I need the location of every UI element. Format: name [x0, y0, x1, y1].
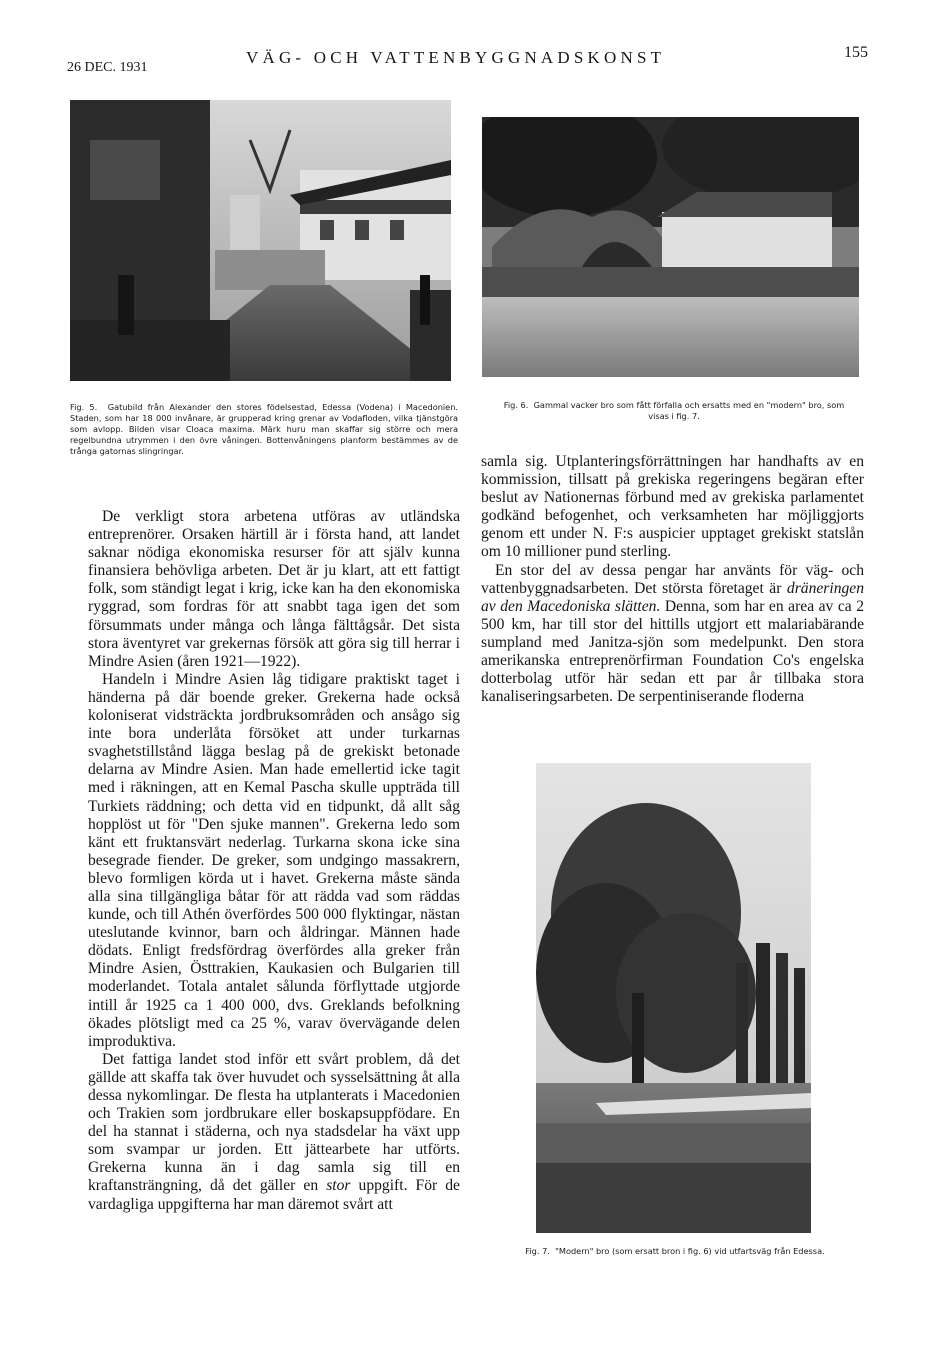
fig6-label: Fig. 6.: [503, 400, 529, 410]
fig7-bridge-image: [536, 763, 811, 1233]
fig5-label: Fig. 5.: [70, 402, 98, 412]
fig5-street-image: [70, 100, 451, 381]
right-paragraph-2: [481, 562, 864, 707]
right-text-column: [481, 453, 864, 706]
page-header: [60, 44, 874, 80]
left-paragraph-2: Handeln i Mindre Asien låg tidigare praktiskt taget i händerna på där boende greker. Grekerna hade också koloniserat vidsträckta jordbruksområden och ansågo sig inte bora underlåta försöket att under turkarnas svaghetstillstånd lägga beslag på de grekiskt betonade delarna av Mindre Asien. Man hade emellertid icke tagit med i räkningen, att en Kemal Pascha skulle uppträda till Turkiets räddning; och detta vid en tidpunkt, då allt såg hopplöst ut för "Den sjuke mannen". Grekerna ledo som känt ett fruktansvärt nederlag. Turkarna skona icke sina besegrade fiender. De greker, som undgingo massakrern, blevo formligen körda ut i havet. Grekerna måste sända alla sina tillgängliga båtar för att rädda vad som räddas kunde, och till Athén överfördes 500 000 flyktingar, nästan uteslutande kvinnor, barn och åldringar. Männen hade dödats. Enligt fredsfördrag överfördes alla greker från Mindre Asien, Östtrakien, Kaukasien och Bulgarien till moderlandet. Totala antalet sålunda förflyttade utgjorde intill år 1925 ca 1 400 000, dvs. Greklands befolkning ökades plötsligt med ca 25 %, varav övervägande delen improduktiva.: [88, 670, 460, 1050]
right-paragraph-2-end: Denna, som har en area av ca 2 500 km, har till stor del hittills utgjort ett malariabärande sumpland med Janitza-sjön som medelpunkt. Den stora amerikanska entreprenörfirman Foundation Co's engelska dotterbolag utför här sedan ett par år tillbaka stora kanaliseringsarbeten. De serpentiniserande floderna: [481, 597, 865, 706]
left-paragraph-1: De verkligt stora arbetena utföras av utländska entreprenörer. Orsaken härtill är i första hand, att landet saknar nödiga ekonomiska resurser för att själv kunna finansiera behövliga arbeten. Det är ju klart, att ett fattigt folk, som ständigt legat i krig, icke kan ha den ekonomiska ryggrad, som fordras för att snabbt taga igen det som försummats under många och långa fälttågsår. Det sista stora äventyret var grekernas försök att göra sig till herrar i Mindre Asien (åren 1921—1922).: [88, 508, 460, 670]
left-paragraph-3-end: uppgift. För de vardagliga uppgifterna har man däremot svårt att: [88, 1177, 460, 1213]
left-paragraph-3-start: Det fattiga landet stod inför ett svårt problem, då det gällde att skaffa tak över huvudet och sysselsättning åt alla dessa nykomlingar. De flesta ha utplanterats i Macedonien och Trakien som jordbrukare eller boskapsuppfödare. En del ha stannat i städerna, och nya stadsdelar ha växt upp som svampar ur jorden. Ett jättearbete har utförts. Grekerna kunna än i dag samla sig till en kraftansträngning, då det gäller en: [88, 1050, 460, 1195]
right-paragraph-2-start: En stor del av dessa pengar har använts för väg- och vattenbyggnadsarbeten. Det största företaget är: [481, 561, 864, 597]
right-paragraph-2-emphasis: dräneringen av den Macedoniska slätten.: [481, 579, 864, 615]
fig6-photo: [482, 117, 859, 377]
page-number: 155: [844, 44, 868, 61]
left-text-column: [88, 508, 460, 1214]
fig6-caption: [494, 400, 854, 422]
fig7-photo: [536, 763, 811, 1233]
left-paragraph-3-emphasis: stor: [326, 1177, 351, 1195]
fig5-caption: [70, 402, 458, 457]
journal-title: VÄG- OCH VATTENBYGGNADSKONST: [246, 48, 666, 67]
fig7-caption-text: "Modern" bro (som ersatt bron i fig. 6) vid utfartsväg från Edessa.: [555, 1246, 825, 1256]
fig6-bridge-image: [482, 117, 859, 377]
fig5-photo: [70, 100, 451, 381]
fig5-caption-text: Gatubild från Alexander den stores födelsestad, Edessa (Vodena) i Macedonien. Staden, som har 18 000 invånare, är grupperad kring grenar av Vodafloden, vilka tjänstgöra som avlopp. Bilden visar Cloaca maxima. Märk huru man skaffar sig större och mera regelbundna utrymmen i den övre våningen. Bottenvåningens planform bestämmes av de trånga gatornas slingringar.: [70, 402, 458, 456]
left-paragraph-3: [88, 1051, 460, 1214]
issue-date: 26 DEC. 1931: [67, 60, 148, 75]
fig7-caption: [490, 1246, 860, 1257]
right-paragraph-1: samla sig. Utplanteringsförrättningen har handhafts av en kommission, tillsatt på grekiska regeringens begäran efter beslut av Nationernas förbund med av grekiska parlamentet godkänd befogenhet, och verksamheten har möjliggjorts genom ett under N. F:s auspicier upptaget grekiskt statslån om 10 millioner pund sterling.: [481, 453, 864, 561]
fig7-label: Fig. 7.: [525, 1246, 550, 1256]
fig6-caption-text: Gammal vacker bro som fått förfalla och ersatts med en "modern" bro, som visas i fig. 7.: [533, 400, 845, 421]
